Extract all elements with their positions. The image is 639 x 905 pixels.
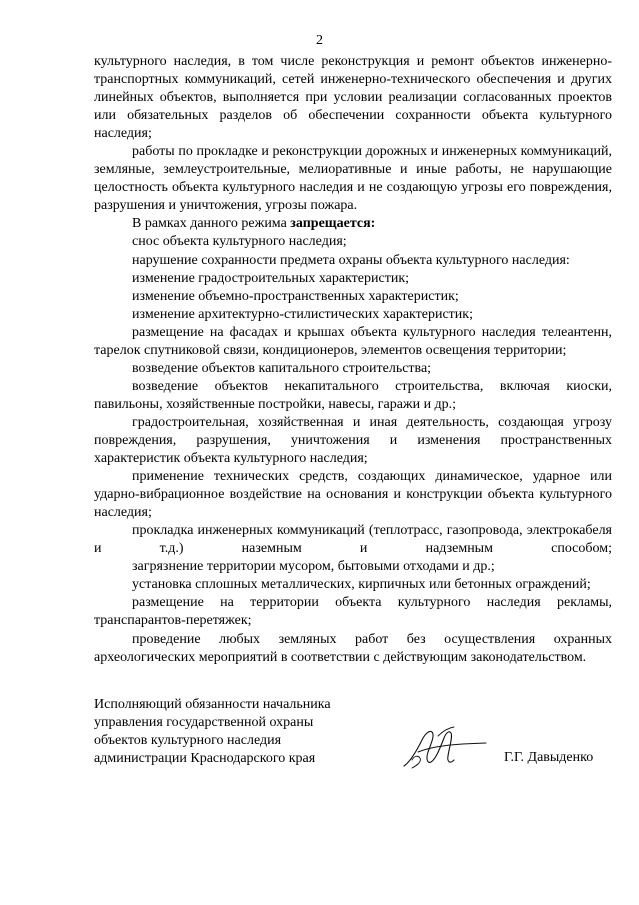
list-item: градостроительная, хозяйственная и иная деятельность, создающая угрозу повреждения, разрушения, уничтожения и изменения пространственных характеристик объекта культурного наследия; [94, 414, 612, 467]
signatory-position [94, 696, 331, 768]
page-number: 2 [316, 33, 323, 48]
prohibition-keyword: запрещается: [290, 216, 376, 232]
list-item: размещение на территории объекта культурного наследия рекламы, транспарантов-перетяжек; [94, 595, 612, 629]
list-item: возведение объектов некапитального строительства, включая киоски, павильоны, хозяйственные постройки, навесы, гаражи и др.; [94, 378, 612, 412]
position-line: Исполняющий обязанности начальника [94, 697, 331, 712]
position-line: администрации Краснодарского края [94, 751, 316, 767]
prohibition-intro: В рамках данного режима [132, 216, 291, 232]
list-item: загрязнение территории мусором, бытовыми отходами и др.; [132, 559, 495, 575]
signer-name: Г.Г. Давыденко [504, 750, 594, 765]
list-item: проведение любых земляных работ без осуществления охранных археологических мероприятий в соответствии с действующим законодательством. [94, 631, 612, 665]
paragraph-continuation: культурного наследия, в том числе реконструкция и ремонт объектов инженерно-транспортных коммуникаций, сетей инженерно-технического обеспечения и других линейных объектов, выполняется при условии реализации согласованных проектов или обязательных разделов об обеспечении сохранности объекта культурного наследия; [94, 54, 612, 142]
prohibition-heading [94, 215, 612, 233]
list-item: прокладка инженерных коммуникаций (теплотрасс, газопровода, электрокабеля и т.д.) наземным и надземным способом; [94, 523, 612, 557]
list-item: нарушение сохранности предмета охраны объекта культурного наследия: [132, 252, 570, 268]
list-item: изменение объемно-пространственных характеристик; [132, 288, 459, 304]
position-line: управления государственной охраны [94, 715, 314, 731]
list-item: изменение градостроительных характеристик; [132, 270, 410, 286]
handwritten-signature [398, 722, 488, 772]
list-item: размещение на фасадах и крышах объекта культурного наследия телеантенн, тарелок спутниковой связи, кондиционеров, элементов освещения территории; [94, 324, 612, 358]
document-body [94, 53, 612, 667]
list-item: изменение архитектурно-стилистических характеристик; [132, 306, 473, 322]
list-item: возведение объектов капитального строительства; [132, 360, 432, 376]
position-line: объектов культурного наследия [94, 733, 282, 749]
list-item: снос объекта культурного наследия; [132, 234, 347, 250]
list-item: применение технических средств, создающих динамическое, ударное или ударно-вибрационное воздействие на основания и конструкции объекта культурного наследия; [94, 469, 612, 521]
paragraph-permitted-works: работы по прокладке и реконструкции дорожных и инженерных коммуникаций, земляные, землеустроительные, мелиоративные и иные работы, не нарушающие целостность объекта культурного наследия и не создающую угрозы его повреждения, разрушения и уничтожения, угрозы пожара. [94, 144, 612, 214]
list-item: установка сплошных металлических, кирпичных или бетонных ограждений; [132, 577, 591, 593]
